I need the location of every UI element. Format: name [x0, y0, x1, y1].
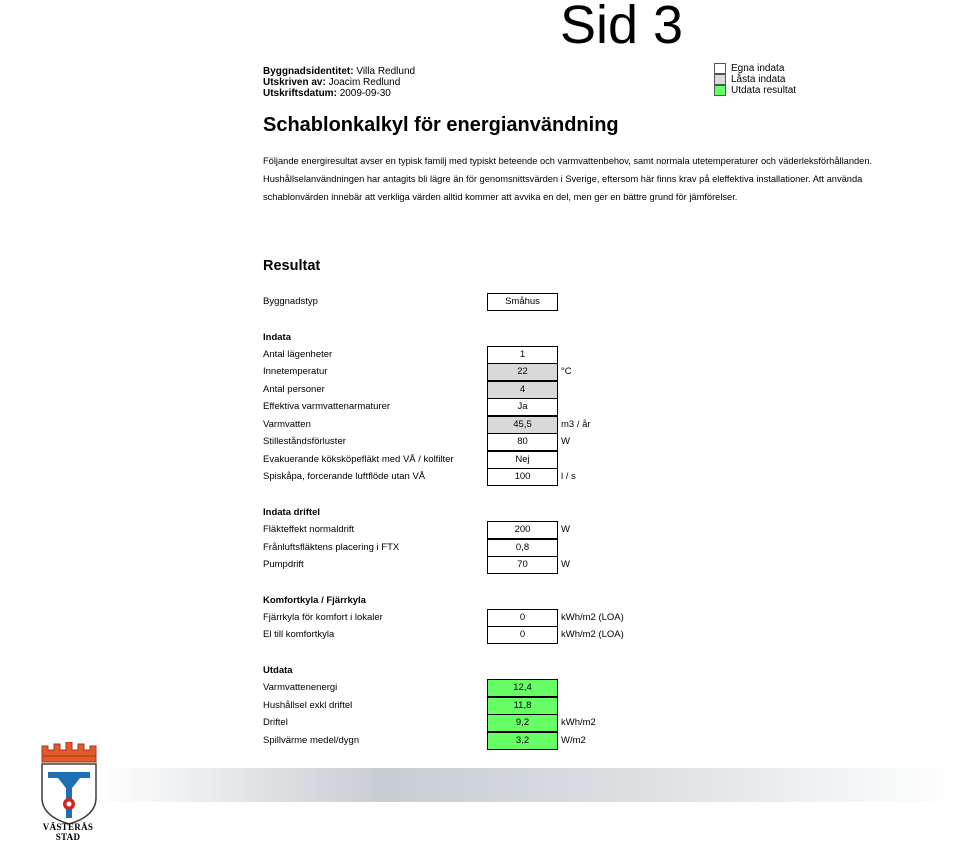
- legend-own-input: [714, 63, 784, 74]
- author-value: Joacim Redlund: [328, 77, 401, 88]
- row-label: Evakuerande köksköpefläkt med VÅ / kolfilter: [263, 454, 454, 465]
- district-cooling-field[interactable]: 0: [487, 609, 558, 627]
- legend-label: Utdata resultat: [731, 85, 797, 96]
- indata-heading: Indata: [263, 332, 291, 343]
- row-label: Spiskåpa, forcerande luftflöde utan VÅ: [263, 471, 426, 482]
- legend-swatch: [714, 85, 726, 96]
- intro-line-1: Följande energiresultat avser en typisk familj med typiskt beteende och varmvattenbehov, samt normala utetemperaturer och väderleksförhållanden.: [263, 156, 873, 166]
- exhaust-fan-placement-field[interactable]: 0,8: [487, 539, 558, 557]
- pump-field[interactable]: 70: [487, 556, 558, 574]
- row-label: Hushållsel exkl driftel: [263, 700, 353, 711]
- driftel-heading: Indata driftel: [263, 507, 321, 518]
- persons-field: 4: [487, 381, 558, 399]
- print-date-value: 2009-09-30: [339, 88, 391, 99]
- waste-heat-output-unit: W/m2: [561, 735, 586, 746]
- comfort-cooling-el-field[interactable]: 0: [487, 626, 558, 644]
- intro-line-3: schablonvärden innebär att verkliga värden alltid kommer att avvika en del, men ger en bättre grund för jämförelser.: [263, 192, 738, 202]
- legend-swatch: [714, 63, 726, 74]
- row-label: Stilleståndsförluster: [263, 436, 346, 447]
- comfort-cooling-el-unit: kWh/m2 (LOA): [561, 629, 624, 640]
- logo-text: VÄSTERÅS STAD: [42, 822, 94, 842]
- fan-power-unit: W: [561, 524, 570, 535]
- fan-power-field[interactable]: 200: [487, 521, 558, 539]
- print-date: [263, 88, 391, 100]
- waste-heat-output: 3,2: [487, 732, 558, 750]
- hot-water-field: 45,5: [487, 416, 558, 434]
- row-label: Antal lägenheter: [263, 349, 333, 360]
- standby-losses-field[interactable]: 80: [487, 433, 558, 451]
- row-label: Effektiva varmvattenarmaturer: [263, 401, 391, 412]
- hot-water-energy-output: 12,4: [487, 679, 558, 697]
- legend-output: [714, 85, 796, 96]
- building-id-value: Villa Redlund: [356, 66, 416, 77]
- footer-band: [0, 768, 960, 802]
- row-label: Varmvattenenergi: [263, 682, 338, 693]
- result-heading: Resultat: [263, 258, 321, 274]
- standby-losses-unit: W: [561, 436, 570, 447]
- row-label: Fjärrkyla för komfort i lokaler: [263, 612, 383, 623]
- row-label: El till komfortkyla: [263, 629, 335, 640]
- print-date-label: Utskriftsdatum:: [263, 88, 337, 99]
- komfort-heading: Komfortkyla / Fjärrkyla: [263, 595, 366, 606]
- legend-locked-input: [714, 74, 786, 85]
- author-label: Utskriven av:: [263, 77, 326, 88]
- intro-line-2: Hushållselanvändningen har antagits bli lägre än för genomsnittsvärden i Sverige, eftersom här finns krav på eleffektiva installationer. Att använda: [263, 174, 863, 184]
- row-label: Innetemperatur: [263, 366, 328, 377]
- building-id-label: Byggnadsidentitet:: [263, 66, 354, 77]
- legend-label: Låsta indata: [731, 74, 786, 85]
- indoor-temp-unit: °C: [561, 366, 572, 377]
- hood-airflow-field[interactable]: 100: [487, 468, 558, 486]
- row-label: Pumpdrift: [263, 559, 304, 570]
- legend-label: Egna indata: [731, 63, 785, 74]
- document-title: Schablonkalkyl för energianvändning: [263, 114, 619, 136]
- row-label: Frånluftsfläktens placering i FTX: [263, 542, 400, 553]
- household-el-output: 11,8: [487, 697, 558, 715]
- row-label: Varmvatten: [263, 419, 311, 430]
- building-type-label: Byggnadstyp: [263, 296, 318, 307]
- row-label: Spillvärme medel/dygn: [263, 735, 360, 746]
- utdata-heading: Utdata: [263, 665, 293, 676]
- row-label: Driftel: [263, 717, 288, 728]
- kitchen-fan-field[interactable]: Nej: [487, 451, 558, 469]
- row-label: Fläkteffekt normaldrift: [263, 524, 355, 535]
- indoor-temp-field: 22: [487, 363, 558, 381]
- driftel-output: 9,2: [487, 714, 558, 732]
- pump-unit: W: [561, 559, 570, 570]
- efficient-fixtures-field[interactable]: Ja: [487, 398, 558, 416]
- driftel-output-unit: kWh/m2: [561, 717, 596, 728]
- apartments-field[interactable]: 1: [487, 346, 558, 364]
- district-cooling-unit: kWh/m2 (LOA): [561, 612, 624, 623]
- page-number: Sid 3: [560, 0, 684, 55]
- legend-swatch: [714, 74, 726, 85]
- row-label: Antal personer: [263, 384, 325, 395]
- hood-airflow-unit: l / s: [561, 471, 576, 482]
- building-type-field[interactable]: Småhus: [487, 293, 558, 311]
- hot-water-unit: m3 / år: [561, 419, 591, 430]
